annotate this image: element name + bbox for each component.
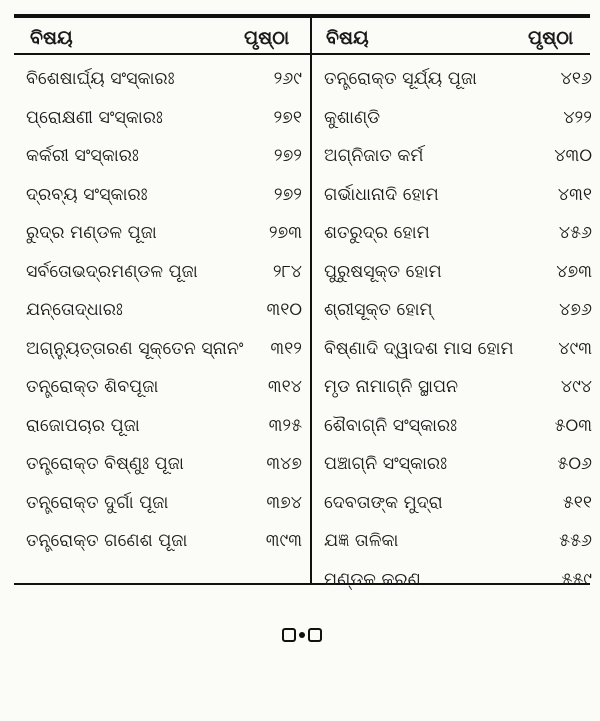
entry-page-number: ୪୩୦ [554, 146, 592, 166]
contents-entry [26, 103, 302, 142]
left-page-header: ପୃଷ୍ଠା [244, 27, 290, 49]
entry-title: ତନ୍ତ୍ରୋକ୍ତ ଦୁର୍ଗା ପୂଜା [26, 492, 169, 513]
contents-entry [26, 141, 302, 180]
entry-page-number: ୪୫୬ [558, 223, 592, 243]
entry-page-number: ୩୭୪ [266, 492, 302, 513]
entry-title: ବିଷ୍ଣାଦି ଦ୍ୱାଦଶ ମାସ ହୋମ [324, 338, 514, 359]
entry-title: ଦ୍ରବ୍ୟ ସଂସ୍କାରଃ [26, 184, 148, 205]
entry-page-number: ୪୭୬ [559, 300, 592, 320]
contents-entry [26, 372, 302, 411]
entry-title: ତନ୍ତ୍ରୋକ୍ତ ଗଣେଶ ପୂଜା [26, 531, 188, 551]
contents-entry [324, 565, 592, 604]
contents-entry [26, 257, 302, 296]
entry-title: ମୃଡ ନାମାଗ୍ନି ସ୍ଥାପନ [324, 377, 459, 397]
entry-title: ସର୍ବତୋଭଦ୍ରମଣ୍ଡଳ ପୂଜା [26, 261, 198, 282]
entry-page-number: ୨୮୪ [272, 261, 302, 282]
contents-entry [324, 64, 592, 103]
contents-entry [26, 334, 302, 373]
entry-page-number: ୪୭୩ [556, 261, 592, 282]
entry-title: ମଣ୍ଡଳ କରଣ [324, 569, 421, 590]
entry-page-number: ୨୭୨ [273, 146, 302, 166]
entry-title: ଅଗ୍ନିଜାତ କର୍ମ [324, 146, 424, 166]
entry-page-number: ୪୨୨ [563, 107, 592, 128]
entry-title: ରୁଦ୍ର ମଣ୍ଡଳ ପୂଜା [26, 223, 157, 243]
contents-entry [26, 488, 302, 527]
entry-title: ଶତରୁଦ୍ର ହୋମ [324, 223, 430, 243]
contents-entry [324, 449, 592, 488]
contents-entry [26, 180, 302, 219]
left-subject-header: ବିଷୟ [30, 27, 73, 49]
contents-entry [324, 180, 592, 219]
contents-entry [26, 295, 302, 334]
entry-page-number: ୩୧୨ [270, 338, 302, 359]
entry-title: ଯନ୍ତୋଦ୍ଧାରଃ [26, 300, 123, 320]
entry-title: ପଞ୍ଚାଗ୍ନି ସଂସ୍କାରଃ [324, 454, 448, 474]
entry-page-number: ୪୩୧ [557, 184, 592, 205]
entry-title: ବିଶେଷାର୍ଘ୍ୟ ସଂସ୍କାରଃ [26, 69, 175, 89]
contents-entry [324, 488, 592, 527]
entry-title: ଗର୍ଭାଧାନାଦି ହୋମ [324, 184, 439, 205]
left-contents-column [26, 64, 302, 565]
contents-entry [324, 141, 592, 180]
contents-entry [324, 334, 592, 373]
entry-title: ପ୍ରୋକ୍ଷଣୀ ସଂସ୍କାରଃ [26, 107, 163, 128]
entry-page-number: ୩୨୫ [268, 415, 302, 436]
entry-page-number: ୪୯୪ [560, 377, 592, 397]
square-ornament-icon [282, 628, 296, 642]
end-ornament [270, 624, 334, 646]
entry-page-number: ୫୫୬ [559, 531, 592, 551]
contents-entry [26, 411, 302, 450]
entry-title: କୁଶାଣ୍ଡି [324, 107, 381, 128]
entry-page-number: ୫୦୩ [554, 415, 592, 436]
entry-title: ତନ୍ତ୍ରୋକ୍ତ ଶିବପୂଜା [26, 377, 159, 397]
entry-title: ଦେବତାଙ୍କ ମୁଦ୍ରା [324, 492, 443, 513]
entry-title: ଶ୍ରୀସୂକ୍ତ ହୋମ୍ [324, 300, 433, 320]
entry-page-number: ୩୧୪ [267, 377, 302, 397]
dot-ornament-icon [299, 632, 305, 638]
entry-page-number: ୩୯୩ [265, 531, 302, 551]
entry-page-number: ୩୪୭ [266, 454, 302, 474]
header-rule [14, 53, 590, 55]
entry-title: ଯଜ୍ଞ ତାଳିକା [324, 531, 399, 551]
right-contents-column [324, 64, 592, 603]
contents-entry [324, 103, 592, 142]
square-ornament-icon [308, 628, 322, 642]
top-rule [14, 14, 590, 18]
entry-page-number: ୨୬୯ [273, 69, 302, 89]
entry-page-number: ୩୧୦ [266, 300, 302, 320]
entry-title: ଅଗ୍ନ୍ୟୁତ୍ତାରଣ ସୂକ୍ତେନ ସ୍ନାନଂ [26, 338, 244, 359]
contents-entry [26, 449, 302, 488]
entry-page-number: ୫୧୧ [562, 492, 592, 513]
contents-entry [26, 218, 302, 257]
contents-entry [324, 257, 592, 296]
entry-title: ତନ୍ତ୍ରୋକ୍ତ ବିଷ୍ଣୁଃ ପୂଜା [26, 454, 184, 474]
entry-title: ତନ୍ତ୍ରୋକ୍ତ ସୂର୍ଯ୍ୟ ପୂଜା [324, 69, 477, 89]
entry-title: ପୁରୁଷସୂକ୍ତ ହୋମ [324, 261, 442, 282]
entry-title: କର୍କରୀ ସଂସ୍କାରଃ [26, 146, 139, 166]
contents-entry [324, 218, 592, 257]
entry-page-number: ୨୭୩ [268, 223, 302, 243]
entry-page-number: ୨୭୨ [273, 184, 302, 205]
column-divider [310, 14, 312, 585]
contents-entry [26, 526, 302, 565]
contents-entry [324, 411, 592, 450]
entry-page-number: ୨୭୧ [273, 107, 302, 128]
right-subject-header: ବିଷୟ [326, 27, 369, 49]
entry-page-number: ୫୫୯ [561, 569, 592, 590]
entry-page-number: ୫୦୬ [557, 454, 592, 474]
entry-page-number: ୪୧୬ [560, 69, 592, 89]
entry-title: ଶୈବାଗ୍ନି ସଂସ୍କାରଃ [324, 415, 458, 436]
entry-title: ରାଜୋପଚାର ପୂଜା [26, 415, 140, 436]
contents-entry [26, 64, 302, 103]
entry-page-number: ୪୯୩ [558, 338, 592, 359]
contents-entry [324, 372, 592, 411]
right-page-header: ପୃଷ୍ଠା [528, 27, 574, 49]
contents-entry [324, 526, 592, 565]
contents-entry [324, 295, 592, 334]
